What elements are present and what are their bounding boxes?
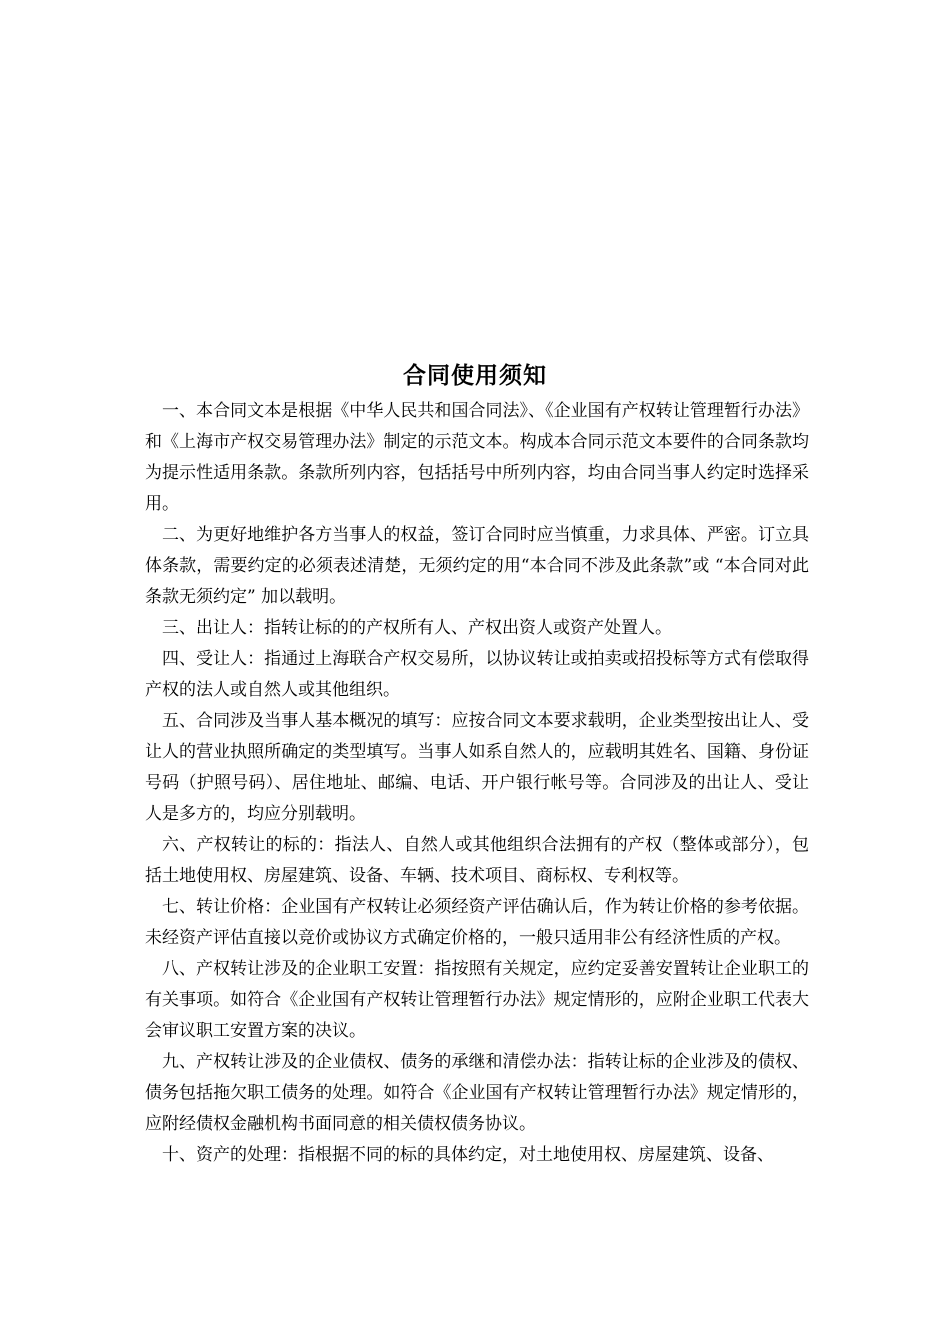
document-body <box>145 396 809 1171</box>
clause-10: 十、资产的处理：指根据不同的标的具体约定，对土地使用权、房屋建筑、设备、 <box>162 1145 774 1165</box>
clause-5: 五、合同涉及当事人基本概况的填写：应按合同文本要求载明，企业类型按出让人、受让人的营业执照所确定的类型填写。当事人如系自然人的，应载明其姓名、国籍、身份证号码（护照号码）、居住地址、邮编、电话、开户银行帐号等。合同涉及的出让人、受让人是多方的，均应分别载明。 <box>145 711 809 824</box>
clause-7: 七、转让价格：企业国有产权转让必须经资产评估确认后，作为转让价格的参考依据。未经资产评估直接以竞价或协议方式确定价格的，一般只适用非公有经济性质的产权。 <box>145 897 809 948</box>
clause-4: 四、受让人：指通过上海联合产权交易所，以协议转让或拍卖或招投标等方式有偿取得产权的法人或自然人或其他组织。 <box>145 649 809 700</box>
clause-3: 三、出让人：指转让标的的产权所有人、产权出资人或资产处置人。 <box>162 618 672 638</box>
clause-9: 九、产权转让涉及的企业债权、债务的承继和清偿办法：指转让标的企业涉及的债权、债务包括拖欠职工债务的处理。如符合《企业国有产权转让管理暂行办法》规定情形的，应附经债权金融机构书面同意的相关债权债务协议。 <box>145 1052 809 1134</box>
clause-2: 二、为更好地维护各方当事人的权益，签订合同时应当慎重，力求具体、严密。订立具体条款，需要约定的必须表述清楚，无须约定的用“本合同不涉及此条款”或 “本合同对此条款无须约定” 加以载明。 <box>145 525 809 607</box>
page-title: 合同使用须知 <box>403 363 547 389</box>
clause-8: 八、产权转让涉及的企业职工安置：指按照有关规定，应约定妥善安置转让企业职工的有关事项。如符合《企业国有产权转让管理暂行办法》规定情形的，应附企业职工代表大会审议职工安置方案的决议。 <box>145 959 809 1041</box>
clause-1: 一、本合同文本是根据《中华人民共和国合同法》、《企业国有产权转让管理暂行办法》和《上海市产权交易管理办法》制定的示范文本。构成本合同示范文本要件的合同条款均为提示性适用条款。条款所列内容，包括括号中所列内容，均由合同当事人约定时选择采用。 <box>145 401 809 514</box>
clause-6: 六、产权转让的标的：指法人、自然人或其他组织合法拥有的产权（整体或部分），包括土地使用权、房屋建筑、设备、车辆、技术项目、商标权、专利权等。 <box>145 835 809 886</box>
